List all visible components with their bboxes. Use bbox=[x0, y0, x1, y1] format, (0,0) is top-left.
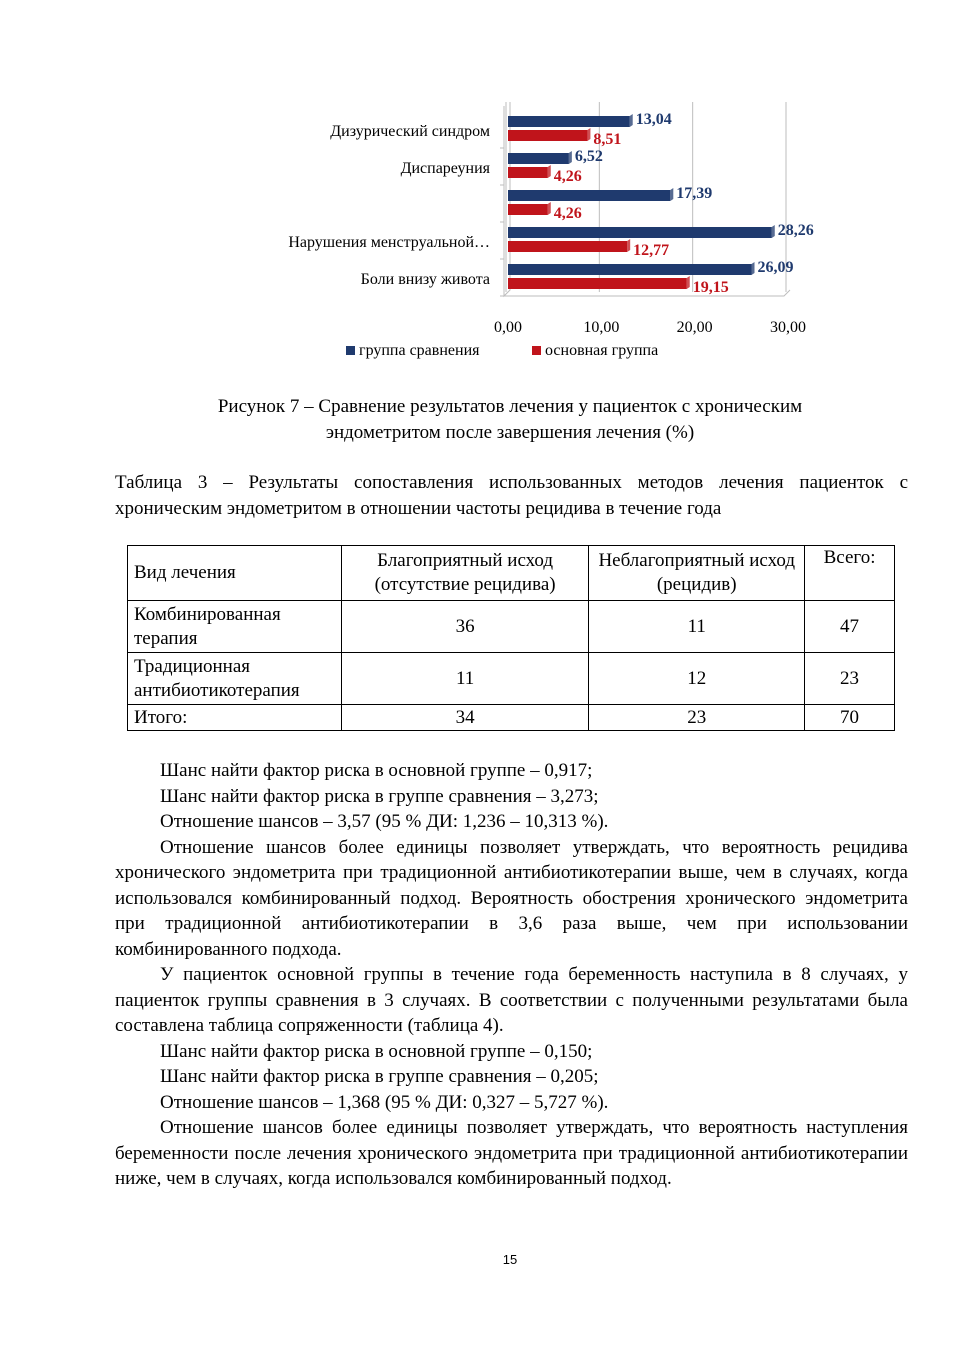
bar-cap bbox=[670, 188, 673, 201]
data-label: 8,51 bbox=[593, 131, 622, 148]
bar bbox=[508, 241, 627, 252]
paragraph: Отношение шансов более единицы позволяет утверждать, что вероятность наступления беременности после лечения хронического эндометрита при традиционной антибиотикотерапии ниже, чем в случаях, когда использовался комбинированный подход. bbox=[115, 1117, 908, 1189]
data-label: 17,39 bbox=[676, 185, 713, 202]
x-tick-label: 30,00 bbox=[770, 319, 806, 336]
paragraph: Шанс найти фактор риска в группе сравнения – 3,273; bbox=[160, 785, 599, 807]
bar-cap bbox=[630, 114, 633, 127]
data-label: 4,26 bbox=[553, 205, 582, 222]
table-cell: 11 bbox=[341, 653, 589, 705]
data-label: 6,52 bbox=[574, 148, 603, 165]
table-row bbox=[128, 653, 895, 705]
x-tick-label: 10,00 bbox=[583, 319, 620, 336]
legend-label: основная группа bbox=[545, 342, 659, 359]
paragraph: Шанс найти фактор риска в основной группе – 0,150; bbox=[160, 1040, 593, 1062]
table-cell: 23 bbox=[589, 705, 805, 731]
x-tick-label: 0,00 bbox=[494, 319, 522, 336]
table-header-cell: Вид лечения bbox=[128, 546, 342, 601]
table-cell: Итого: bbox=[128, 705, 342, 731]
bar bbox=[508, 264, 752, 275]
table-row bbox=[128, 601, 895, 653]
table-cell: 36 bbox=[341, 601, 589, 653]
table-cell: 34 bbox=[341, 705, 589, 731]
category-label: Боли внизу живота bbox=[360, 271, 490, 288]
table-cell: 11 bbox=[589, 601, 805, 653]
bar-cap bbox=[587, 128, 590, 141]
bar-cap bbox=[772, 225, 775, 238]
paragraph: Отношение шансов более единицы позволяет утверждать, что вероятность рецидива хронического эндометрита при традиционной антибиотикотерапии выше, чем в случаях, когда использовался комбинированный подход. Вероятность обострения хронического эндометрита при традиционной антибиотикотерапии в 3,6 раза выше, чем при использовании комбинированного подхода. bbox=[115, 836, 908, 960]
category-label: Дизурический синдром bbox=[330, 123, 490, 140]
bar-cap bbox=[569, 151, 572, 164]
bar-cap bbox=[548, 165, 551, 178]
legend-swatch bbox=[532, 346, 541, 355]
legend-swatch bbox=[346, 346, 355, 355]
table-header-cell: Неблагоприятный исход (рецидив) bbox=[589, 546, 805, 601]
paragraph: У пациенток основной группы в течение года беременность наступила в 8 случаях, у пациенток группы сравнения в 3 случаях. В соответствии с полученными результатами была составлена таблица сопряженности (таблица 4). bbox=[115, 964, 908, 1036]
data-label: 28,26 bbox=[777, 222, 814, 239]
data-label: 13,04 bbox=[635, 111, 672, 128]
table-title: Таблица 3 – Результаты сопоставления использованных методов лечения пациенток с хроническим эндометритом в отношении частоты рецидива в течение года bbox=[115, 472, 908, 519]
bar bbox=[508, 167, 548, 178]
table-cell: 23 bbox=[805, 653, 895, 705]
table-row bbox=[128, 705, 895, 731]
body-text bbox=[115, 758, 908, 1192]
results-table bbox=[127, 545, 895, 731]
legend-label: группа сравнения bbox=[359, 342, 480, 359]
bar-cap bbox=[687, 276, 690, 289]
category-label: Нарушения менструальной… bbox=[288, 234, 490, 251]
table-cell: 70 bbox=[805, 705, 895, 731]
table-header-row bbox=[128, 546, 895, 601]
paragraph: Шанс найти фактор риска в основной группе – 0,917; bbox=[160, 760, 593, 781]
table-header-cell: Всего: bbox=[805, 546, 895, 601]
data-label: 19,15 bbox=[692, 279, 729, 296]
bar bbox=[508, 227, 772, 238]
table-cell: Традиционная антибиотикотерапия bbox=[128, 653, 342, 705]
bar bbox=[508, 153, 569, 164]
figure-caption bbox=[140, 394, 880, 446]
table-cell: 12 bbox=[589, 653, 805, 705]
bar-chart bbox=[0, 0, 953, 380]
bar-cap bbox=[627, 239, 630, 252]
bar bbox=[508, 116, 630, 127]
x-tick-label: 20,00 bbox=[676, 319, 713, 336]
data-label: 12,77 bbox=[633, 242, 670, 259]
bar-cap bbox=[548, 202, 551, 215]
page-number: 15 bbox=[502, 1252, 518, 1267]
paragraph: Отношение шансов – 3,57 (95 % ДИ: 1,236 – 10,313 %). bbox=[160, 811, 609, 832]
bar bbox=[508, 278, 687, 289]
bar bbox=[508, 130, 587, 141]
bar bbox=[508, 204, 548, 215]
x-axis-floor bbox=[504, 290, 790, 296]
bar-cap bbox=[752, 262, 755, 275]
table-cell: 47 bbox=[805, 601, 895, 653]
data-label: 26,09 bbox=[757, 259, 794, 276]
paragraph: Отношение шансов – 1,368 (95 % ДИ: 0,327 – 5,727 %). bbox=[160, 1091, 609, 1113]
table-cell: Комбинированная терапия bbox=[128, 601, 342, 653]
data-label: 4,26 bbox=[553, 168, 582, 185]
figure-caption-line-2: эндометритом после завершения лечения (%) bbox=[325, 422, 695, 443]
table-header-cell: Благоприятный исход (отсутствие рецидива) bbox=[341, 546, 589, 601]
bar bbox=[508, 190, 670, 201]
figure-caption-line-1: Рисунок 7 – Сравнение результатов лечения у пациенток с хроническим bbox=[217, 396, 803, 417]
category-label: Диспареуния bbox=[400, 160, 490, 177]
paragraph: Шанс найти фактор риска в группе сравнения – 0,205; bbox=[160, 1066, 599, 1087]
